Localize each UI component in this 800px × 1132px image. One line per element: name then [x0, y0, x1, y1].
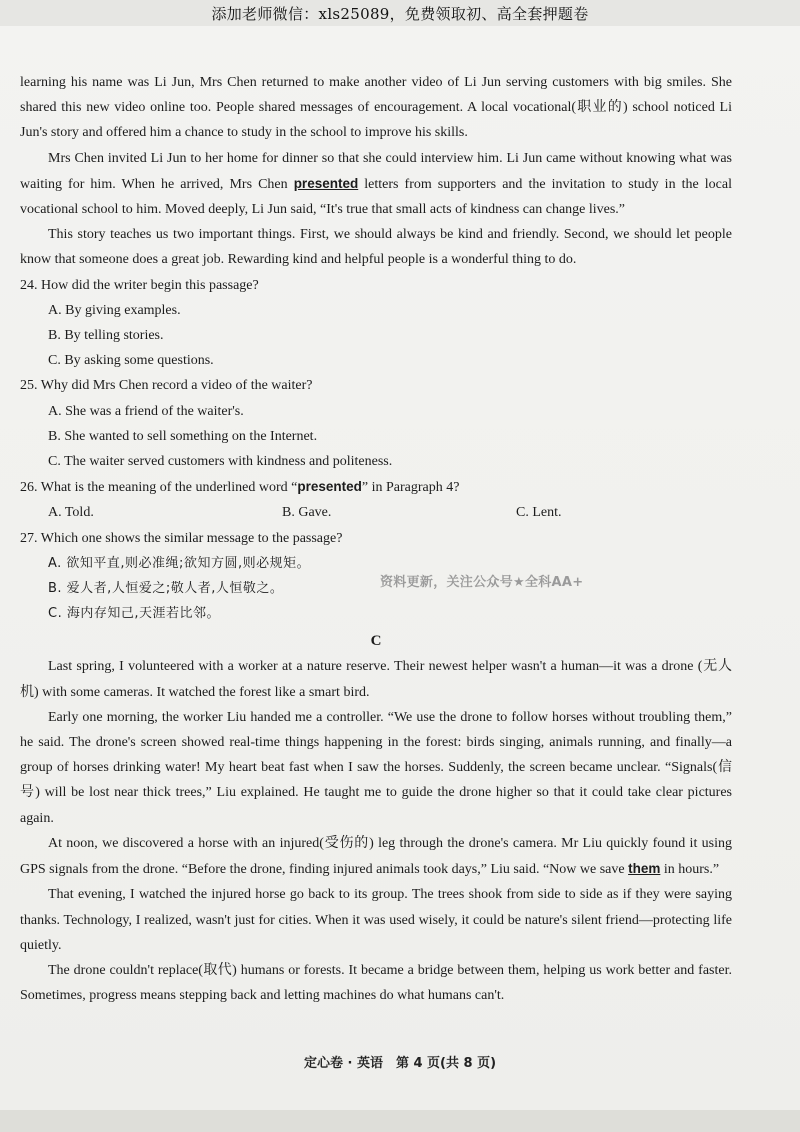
passage-content: [20, 70, 732, 1008]
question-25-option-c: C. The waiter served customers with kindness and politeness.: [48, 454, 393, 470]
question-27-option-a: A. 欲知平直,则必准绳;欲知方圆,则必规矩。: [48, 555, 311, 571]
header-note: 添加老师微信：xls25089，免费领取初、高全套押题卷: [211, 5, 589, 23]
question-26-stem: [20, 474, 732, 500]
question-26: [20, 474, 732, 525]
question-25-option-b: B. She wanted to sell something on the Internet.: [48, 428, 318, 444]
section-c-paragraph-3: [20, 831, 732, 882]
bottom-banner: [0, 1110, 800, 1132]
section-c-paragraph-2: Early one morning, the worker Liu handed me a controller. “We use the drone to follow horses without troubling them,” he said. The drone's screen showed real-time things happening in the forest: birds singing, animals running, and finally—a group of horses drinking water! My heart beat fast when I saw the horses. Suddenly, the screen became unclear. “Signals(信号) will be lost near thick trees,” Liu explained. He taught me to guide the drone higher so that it could take clear pictures again.: [20, 709, 732, 826]
question-26-text-before: 26. What is the meaning of the underlined word “: [20, 480, 298, 496]
paragraph-5: This story teaches us two important things. First, we should always be kind and friendly. Second, we should let people know that someone does a great job. Rewarding kind and helpful people is a wonderful thing to do.: [20, 227, 732, 268]
question-25-stem: 25. Why did Mrs Chen record a video of the waiter?: [20, 378, 313, 394]
question-27-stem: 27. Which one shows the similar message to the passage?: [20, 530, 343, 546]
question-24-option-a: A. By giving examples.: [48, 302, 181, 318]
question-24: [20, 273, 732, 374]
page-footer: 定心卷 · 英语 第 4 页(共 8 页): [303, 1056, 497, 1071]
question-24-stem: 24. How did the writer begin this passage?: [20, 277, 259, 293]
question-26-text-after: ” in Paragraph 4?: [361, 480, 460, 496]
question-27: [20, 526, 732, 627]
section-c-paragraph-3-after: in hours.”: [660, 862, 720, 878]
section-c-paragraph-4: That evening, I watched the injured horse go back to its group. The trees shook from side to side as if they were saying thanks. Technology, I realized, wasn't just for cities. When it was used wisely, it could be nature's silent friend—protecting life quietly.: [20, 887, 732, 953]
question-24-option-b: B. By telling stories.: [48, 328, 164, 344]
section-c-heading: C: [370, 633, 382, 650]
paragraph-4-text-before: Mrs Chen invited Li Jun to her home for dinner so that she could interview him. Li Jun came without knowing what was waiting for him. When he arrived, Mrs Chen: [20, 150, 732, 192]
question-26-options: [20, 500, 732, 525]
question-27-option-c: C. 海内存知己,天涯若比邻。: [48, 606, 220, 622]
question-26-option-a: A. Told.: [48, 505, 94, 521]
question-26-word: presented: [297, 479, 362, 495]
paragraph-3-continued: learning his name was Li Jun, Mrs Chen returned to make another video of Li Jun serving customers with big smiles. She shared this new video online too. People shared messages of encouragement. A local vocational(职业的) school noticed Li Jun's story and offered him a chance to study in the school to improve his skills.: [20, 75, 732, 141]
paragraph-4: [20, 146, 732, 223]
question-27-option-b: B. 爱人者,人恒爱之;敬人者,人恒敬之。: [48, 581, 284, 597]
question-25-option-a: A. She was a friend of the waiter's.: [48, 403, 244, 419]
question-24-option-c: C. By asking some questions.: [48, 353, 214, 369]
section-c-paragraph-5: The drone couldn't replace(取代) humans or forests. It became a bridge between them, helping us work better and faster. Sometimes, progress means stepping back and letting machines do what humans can't.: [20, 962, 732, 1004]
question-26-option-b: B. Gave.: [282, 505, 332, 521]
paragraph-4-text-after: letters from supporters and the invitation to study in the local vocational school to him. Moved deeply, Li Jun said, “It's true that small acts of kindness can change lives.”: [20, 176, 732, 218]
underlined-word-presented: presented: [293, 175, 359, 191]
underlined-word-them: them: [628, 861, 661, 877]
question-26-option-c: C. Lent.: [516, 505, 562, 521]
question-25: [20, 373, 732, 474]
watermark-text: 资料更新，关注公众号★全科AA+: [380, 575, 584, 590]
section-c-paragraph-1: Last spring, I volunteered with a worker at a nature reserve. Their newest helper wasn't a human—it was a drone (无人机) with some cameras. It watched the forest like a smart bird.: [20, 659, 732, 700]
section-c-paragraph-3-before: At noon, we discovered a horse with an injured(受伤的) leg through the drone's camera. Mr Liu quickly found it using GPS signals from the drone. “Before the drone, finding injured animals took days,” Liu said. “Now we save: [20, 835, 732, 878]
